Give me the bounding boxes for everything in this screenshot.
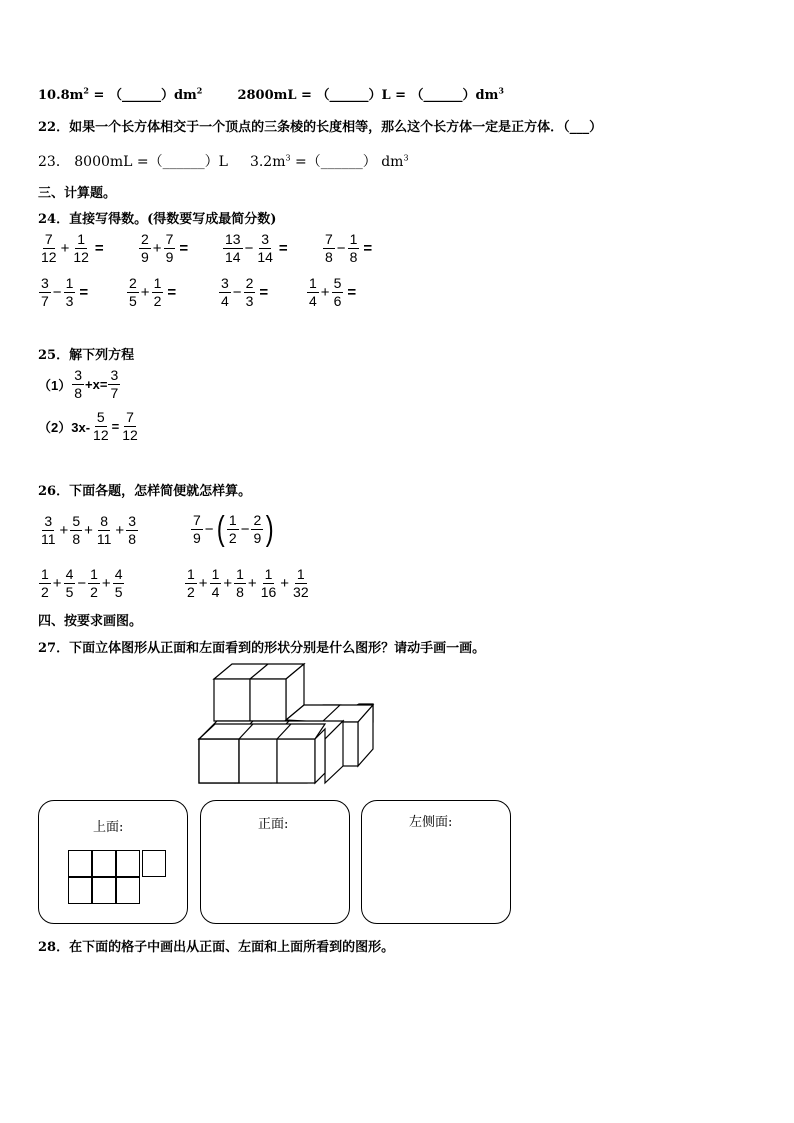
- equals-sign: =: [79, 283, 89, 301]
- numerator: 7: [165, 231, 174, 247]
- fraction: [291, 567, 311, 599]
- fraction: [332, 276, 344, 308]
- arithmetic-item: [222, 232, 288, 264]
- operator: +: [140, 283, 150, 301]
- q26-title: 26．下面各题，怎样简便就怎样算。: [38, 484, 252, 499]
- operator: +: [280, 574, 290, 592]
- denominator: 8: [128, 530, 136, 547]
- q26-expression-4: [184, 567, 312, 599]
- numerator: 5: [333, 275, 342, 291]
- denominator: 2: [153, 292, 162, 309]
- operator: +: [152, 239, 162, 257]
- fraction: [39, 232, 59, 264]
- denominator: 2: [187, 583, 195, 600]
- numerator: 1: [41, 566, 49, 582]
- q24-title: 24．直接写得数。(得数要写成最简分数): [38, 212, 277, 227]
- grid-cell: [68, 850, 92, 877]
- denominator: 2: [90, 583, 98, 600]
- fraction: [307, 276, 319, 308]
- denominator: 9: [165, 248, 174, 265]
- fraction: [323, 232, 335, 264]
- q23-line: 23． 8000mL =（______）L $3.2m^3$ =（______） $dm^3$: [38, 153, 409, 170]
- fraction: [152, 276, 164, 308]
- numerator: 1: [90, 566, 98, 582]
- grid-cell: [116, 877, 140, 904]
- denominator: 2: [41, 583, 49, 600]
- section-3-title: 三、计算题。: [38, 186, 117, 201]
- arithmetic-item: [38, 276, 88, 308]
- operator: −: [77, 574, 87, 592]
- fraction: [234, 567, 246, 599]
- fraction: [95, 514, 114, 546]
- grid-cell: [116, 850, 140, 877]
- equals-sign: =: [94, 239, 104, 257]
- operator: +: [84, 521, 93, 539]
- fraction: [88, 567, 100, 599]
- numerator: 4: [65, 566, 74, 582]
- q26-expression-3: [38, 567, 125, 599]
- fraction: [223, 232, 243, 264]
- numerator: 3: [221, 275, 229, 291]
- fraction: [113, 567, 125, 599]
- numerator: 5: [72, 513, 81, 529]
- equals-sign: =: [259, 283, 269, 301]
- operator: +: [59, 521, 69, 539]
- fraction: [64, 567, 76, 599]
- numerator: 3: [41, 275, 49, 291]
- grid-cell: [142, 850, 166, 877]
- q26-expression-1: [38, 514, 139, 546]
- equals-sign: =: [363, 239, 373, 257]
- fraction: [64, 276, 76, 308]
- denominator: 12: [73, 248, 89, 265]
- denominator: 14: [257, 248, 273, 265]
- fraction: [139, 232, 151, 264]
- fraction: [185, 567, 197, 599]
- denominator: 6: [333, 292, 342, 309]
- numerator: 1: [264, 566, 273, 582]
- operator: +: [198, 574, 208, 592]
- left-view-label: 左侧面:: [409, 815, 453, 830]
- numerator: 1: [296, 566, 305, 582]
- operator: +: [60, 239, 70, 257]
- arithmetic-item: [322, 232, 372, 264]
- q22-text: 22．如果一个长方体相交于一个顶点的三条棱的长度相等，那么这个长方体一定是正方体．（___）: [38, 120, 603, 135]
- equals-sign: =: [278, 239, 288, 257]
- equals-sign: =: [347, 283, 357, 301]
- fraction: [219, 276, 231, 308]
- equals-sign: =: [179, 239, 189, 257]
- denominator: 8: [349, 248, 358, 265]
- equals-sign: =: [167, 283, 177, 301]
- numerator: 1: [77, 231, 86, 247]
- numerator: 7: [44, 231, 53, 247]
- fraction: [164, 232, 176, 264]
- numerator: 1: [309, 275, 317, 291]
- section-4-title: 四、按要求画图。: [38, 614, 143, 629]
- numerator: 2: [245, 275, 254, 291]
- q25-equation-1: （1） $\frac{3}{8}$ +x= $\frac{3}{7}$: [38, 367, 119, 401]
- fraction: [210, 567, 222, 599]
- cube-stack-figure: [195, 662, 380, 787]
- operator: +: [223, 574, 233, 592]
- operator: −: [336, 239, 346, 257]
- q28-title: 28．在下面的格子中画出从正面、左面和上面所看到的图形。: [38, 940, 395, 955]
- fraction: [71, 232, 91, 264]
- operator: +: [320, 283, 330, 301]
- fraction: [259, 567, 279, 599]
- fraction: [255, 232, 275, 264]
- top-view-label: 上面:: [93, 820, 124, 835]
- grid-cell: [92, 877, 116, 904]
- numerator: 3: [44, 513, 53, 529]
- q26-expression-2: $\frac{7}{9}$ − ( $\frac{1}{2}$ − $\frac{2}{9}$ ): [193, 510, 274, 548]
- fraction: [348, 232, 360, 264]
- denominator: 3: [65, 292, 74, 309]
- operator: −: [52, 283, 62, 301]
- arithmetic-item: [138, 232, 188, 264]
- denominator: 4: [211, 583, 220, 600]
- front-view-label: 正面:: [258, 817, 289, 832]
- numerator: 8: [100, 513, 109, 529]
- numerator: 7: [325, 231, 333, 247]
- q25-title: 25．解下列方程: [38, 348, 135, 363]
- grid-cell: [92, 850, 116, 877]
- q21-line: $10.8m^2$ = $(\_\_\_\_\_\_)dm^2$ 2800mL = （______）L = $(\_\_\_\_\_\_)dm^3$: [38, 85, 504, 103]
- denominator: 5: [114, 583, 123, 600]
- fraction: [126, 514, 138, 546]
- operator: +: [52, 574, 62, 592]
- numerator: 3: [261, 231, 270, 247]
- numerator: 4: [114, 566, 123, 582]
- denominator: 5: [65, 583, 74, 600]
- q27-title: 27．下面立体图形从正面和左面看到的形状分别是什么图形？请动手画一画。: [38, 641, 486, 656]
- denominator: 5: [129, 292, 137, 309]
- arithmetic-item: [306, 276, 356, 308]
- numerator: 3: [128, 513, 136, 529]
- numerator: 1: [187, 566, 195, 582]
- numerator: 1: [349, 231, 358, 247]
- numerator: 1: [211, 566, 220, 582]
- arithmetic-item: [126, 276, 176, 308]
- denominator: 12: [41, 248, 57, 265]
- arithmetic-item: [38, 232, 104, 264]
- numerator: 1: [236, 566, 244, 582]
- fraction: [244, 276, 256, 308]
- operator: +: [115, 521, 125, 539]
- fraction: [39, 514, 58, 546]
- denominator: 32: [293, 583, 309, 600]
- q25-equation-2: （2）3x- $\frac{5}{12}$ = $\frac{7}{12}$: [38, 409, 138, 443]
- denominator: 9: [141, 248, 149, 265]
- denominator: 11: [96, 530, 112, 547]
- arithmetic-item: [218, 276, 268, 308]
- fraction: [39, 276, 51, 308]
- numerator: 13: [225, 231, 241, 247]
- denominator: 7: [41, 292, 49, 309]
- operator: −: [244, 239, 254, 257]
- numerator: 2: [129, 275, 137, 291]
- denominator: 11: [41, 530, 56, 547]
- grid-cell: [68, 877, 92, 904]
- denominator: 8: [72, 530, 81, 547]
- fraction: [70, 514, 82, 546]
- operator: +: [101, 574, 111, 592]
- denominator: 16: [260, 583, 277, 600]
- denominator: 4: [221, 292, 229, 309]
- numerator: 1: [153, 275, 162, 291]
- denominator: 4: [309, 292, 317, 309]
- operator: −: [232, 283, 242, 301]
- denominator: 8: [325, 248, 333, 265]
- numerator: 1: [65, 275, 74, 291]
- numerator: 2: [141, 231, 149, 247]
- denominator: 14: [225, 248, 241, 265]
- fraction: [127, 276, 139, 308]
- operator: +: [247, 574, 257, 592]
- denominator: 3: [245, 292, 254, 309]
- fraction: [39, 567, 51, 599]
- denominator: 8: [236, 583, 244, 600]
